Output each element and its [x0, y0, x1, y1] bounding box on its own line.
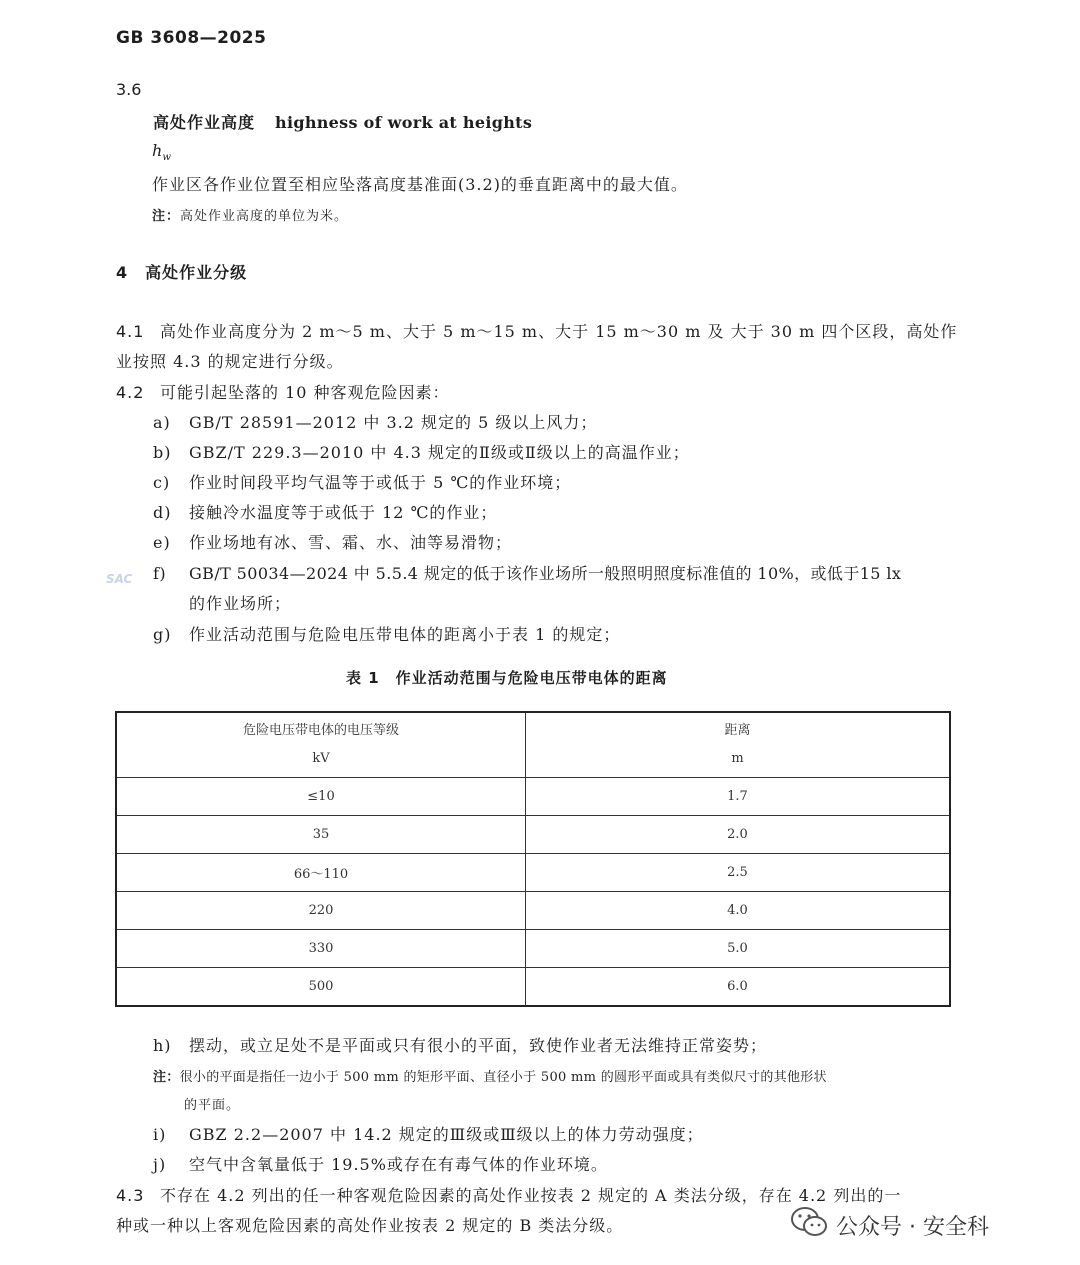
- item-text: GBZ/T 229.3—2010 中 4.3 规定的Ⅱ级或Ⅱ级以上的高温作业；: [189, 443, 690, 462]
- wechat-account-name: 公众号 · 安全科: [836, 1214, 989, 1240]
- term-symbol: [152, 141, 171, 163]
- standard-number: GB 3608—2025: [116, 28, 267, 48]
- list-item-j: [153, 1152, 608, 1175]
- list-item-f: [153, 561, 901, 584]
- section-4-3-text1: 不存在 4.2 列出的任一种客观危险因素的高处作业按表 2 规定的 A 类法分级，存在 4.2 列出的一: [160, 1186, 902, 1205]
- list-item-a: [153, 410, 597, 433]
- table-1: [115, 711, 951, 1007]
- note-label: 注：: [153, 1070, 180, 1085]
- item-text: 接触冷水温度等于或低于 12 ℃的作业；: [189, 503, 498, 522]
- term-en: highness of work at heights: [275, 113, 533, 132]
- list-item-e: [153, 530, 512, 553]
- section-3-6-number: 3.6: [116, 80, 142, 99]
- item-label: c): [153, 473, 171, 492]
- list-item-i: [153, 1122, 704, 1145]
- item-text: GBZ 2.2—2007 中 14.2 规定的Ⅲ级或Ⅲ级以上的体力劳动强度；: [189, 1125, 704, 1144]
- item-label: h): [153, 1036, 172, 1055]
- item-label: i): [153, 1125, 167, 1144]
- symbol-sub: w: [162, 152, 171, 164]
- item-text: 摆动，或立足处不是平面或只有很小的平面，致使作业者无法维持正常姿势；: [189, 1036, 768, 1055]
- wechat-account-tag[interactable]: [790, 1206, 989, 1244]
- item-label: b): [153, 443, 172, 462]
- col-voltage-header: [116, 712, 526, 778]
- section-4-1-line1: [116, 319, 957, 342]
- distance-cell: 2.0: [526, 816, 951, 854]
- col-voltage-unit: kV: [312, 751, 330, 766]
- section-4-1-number: 4.1: [116, 322, 145, 341]
- section-4-3-line2: 种或一种以上客观危险因素的高处作业按表 2 规定的 B 类法分级。: [116, 1216, 624, 1235]
- item-text: 作业场地有冰、雪、霜、水、油等易滑物；: [189, 533, 513, 552]
- section-4-title: 高处作业分级: [145, 263, 248, 282]
- item-label: j): [153, 1155, 167, 1174]
- item-text: 空气中含氧量低于 19.5%或存在有毒气体的作业环境。: [189, 1155, 608, 1174]
- distance-cell: 4.0: [526, 892, 951, 930]
- section-4-1-text1: 高处作业高度分为 2 m～5 m、大于 5 m～15 m、大于 15 m～30 m 及 大于 30 m 四个区段，高处作: [160, 322, 958, 341]
- list-item-c: [153, 470, 571, 493]
- term-note: [152, 205, 348, 224]
- col-voltage-title: 危险电压带电体的电压等级: [242, 723, 399, 738]
- item-label: a): [153, 413, 171, 432]
- item-label: g): [153, 625, 172, 644]
- note-label: 注：: [152, 209, 181, 224]
- col-distance-title: 距离: [724, 723, 751, 738]
- section-4-number: 4: [116, 263, 128, 282]
- section-4-3-line1: [116, 1183, 901, 1206]
- note-text: 高处作业高度的单位为米。: [180, 209, 349, 224]
- list-item-h: [153, 1033, 767, 1056]
- distance-cell: 5.0: [526, 930, 951, 968]
- voltage-cell: 330: [116, 930, 526, 968]
- section-4-2-intro-text: 可能引起坠落的 10 种客观危险因素：: [160, 383, 450, 402]
- table-header-row: [116, 712, 950, 778]
- table-row: [116, 930, 950, 968]
- table-row: [116, 778, 950, 816]
- term-definition: 作业区各作业位置至相应坠落高度基准面(3.2)的垂直距离中的最大值。: [152, 175, 688, 194]
- voltage-cell: ≤10: [116, 778, 526, 816]
- sac-watermark: SAC: [106, 572, 133, 586]
- section-4-2-number: 4.2: [116, 383, 145, 402]
- list-item-f-cont: 的作业场所；: [189, 594, 292, 613]
- note-h-line1: [153, 1066, 827, 1085]
- wechat-icon: [790, 1206, 828, 1244]
- table-1-caption: 表 1 作业活动范围与危险电压带电体的距离: [346, 669, 668, 687]
- voltage-cell: 35: [116, 816, 526, 854]
- term-heading: [153, 110, 532, 133]
- voltage-cell: 500: [116, 968, 526, 1007]
- list-item-b: [153, 440, 690, 463]
- item-text: 作业活动范围与危险电压带电体的距离小于表 1 的规定；: [189, 625, 621, 644]
- section-4-heading: [116, 260, 247, 283]
- item-label: e): [153, 533, 171, 552]
- item-text: 作业时间段平均气温等于或低于 5 ℃的作业环境；: [189, 473, 572, 492]
- term-zh: 高处作业高度: [153, 113, 256, 132]
- distance-cell: 6.0: [526, 968, 951, 1007]
- table-row: [116, 968, 950, 1007]
- note-text: 很小的平面是指任一边小于 500 mm 的矩形平面、直径小于 500 mm 的圆形平面或具有类似尺寸的其他形状: [179, 1070, 827, 1085]
- voltage-cell: 220: [116, 892, 526, 930]
- item-text: GB/T 50034—2024 中 5.5.4 规定的低于该作业场所一般照明照度标准值的 10%，或低于15 lx: [189, 564, 902, 583]
- distance-cell: 1.7: [526, 778, 951, 816]
- table-row: [116, 816, 950, 854]
- item-label: f): [153, 564, 166, 583]
- distance-cell: 2.5: [526, 854, 951, 892]
- section-4-2-intro: [116, 380, 450, 403]
- col-distance-unit: m: [731, 751, 744, 766]
- col-distance-header: [526, 712, 951, 778]
- item-text: GB/T 28591—2012 中 3.2 规定的 5 级以上风力；: [189, 413, 598, 432]
- table-row: [116, 892, 950, 930]
- voltage-cell: 66～110: [116, 854, 526, 892]
- section-4-3-number: 4.3: [116, 1186, 145, 1205]
- item-label: d): [153, 503, 172, 522]
- symbol-h: h: [152, 141, 163, 160]
- list-item-d: [153, 500, 497, 523]
- list-item-g: [153, 622, 620, 645]
- table-row: [116, 854, 950, 892]
- section-4-1-line2: 业按照 4.3 的规定进行分级。: [116, 352, 344, 371]
- note-h-line2: 的平面。: [184, 1098, 241, 1113]
